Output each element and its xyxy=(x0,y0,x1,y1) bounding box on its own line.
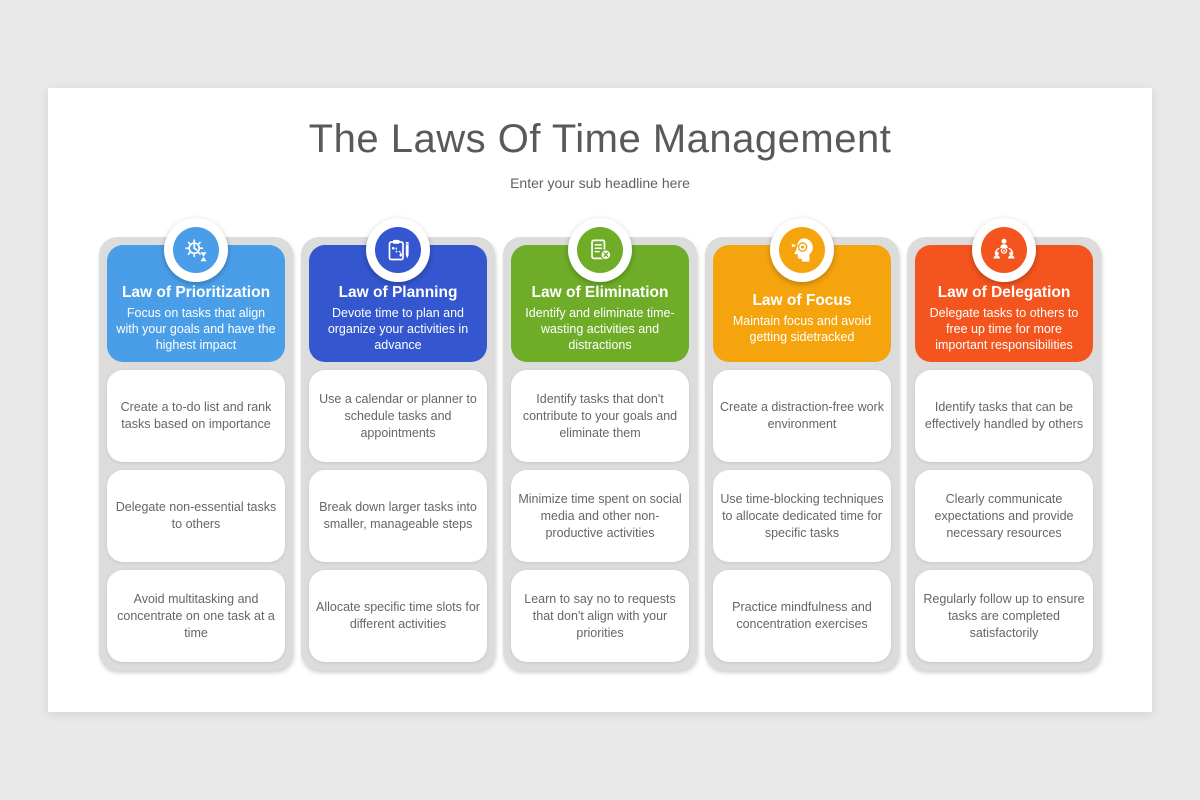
icon-badge xyxy=(366,218,430,282)
tip-card xyxy=(309,470,487,562)
column-panel xyxy=(99,237,293,670)
column-panel xyxy=(907,237,1101,670)
tip-text: Create a to-do list and rank tasks based on importance xyxy=(120,400,272,431)
tip-card xyxy=(713,570,891,662)
icon-badge xyxy=(972,218,1036,282)
law-description: Focus on tasks that align with your goals and have the highest impact xyxy=(116,306,276,352)
clipboard-plan-pencil-icon xyxy=(375,227,421,273)
tip-text: Allocate specific time slots for different activities xyxy=(316,600,480,631)
law-description: Maintain focus and avoid getting sidetracked xyxy=(732,314,872,344)
tip-card xyxy=(107,570,285,662)
tip-card xyxy=(915,470,1093,562)
tip-text: Regularly follow up to ensure tasks are completed satisfactorily xyxy=(923,591,1085,640)
column-panel xyxy=(301,237,495,670)
law-title: Law of Focus xyxy=(752,292,852,309)
law-columns-row xyxy=(48,218,1152,670)
tip-card xyxy=(309,370,487,462)
law-column-delegation xyxy=(907,218,1101,670)
tip-text: Break down larger tasks into smaller, manageable steps xyxy=(319,500,477,531)
tip-card xyxy=(915,570,1093,662)
tip-text: Learn to say no to requests that don't align with your priorities xyxy=(524,591,676,640)
icon-badge xyxy=(568,218,632,282)
law-column-planning xyxy=(301,218,495,670)
law-title: Law of Planning xyxy=(338,284,458,301)
law-column-focus xyxy=(705,218,899,670)
law-title: Law of Delegation xyxy=(937,284,1071,301)
page-subtitle: Enter your sub headline here xyxy=(510,175,690,191)
delegation-people-icon xyxy=(981,227,1027,273)
tip-text: Avoid multitasking and concentrate on one task at a time xyxy=(117,591,275,640)
tip-card xyxy=(915,370,1093,462)
tip-card xyxy=(511,570,689,662)
law-title: Law of Elimination xyxy=(531,284,669,301)
tip-card xyxy=(309,570,487,662)
column-panel xyxy=(503,237,697,670)
law-description: Devote time to plan and organize your activities in advance xyxy=(327,306,469,352)
page-title: The Laws Of Time Management xyxy=(308,117,892,161)
tip-text: Use time-blocking techniques to allocate dedicated time for specific tasks xyxy=(720,491,884,540)
tip-card xyxy=(511,470,689,562)
law-column-prioritization xyxy=(99,218,293,670)
tip-text: Use a calendar or planner to schedule tasks and appointments xyxy=(319,391,477,440)
law-description: Delegate tasks to others to free up time for more important responsibilities xyxy=(929,306,1079,352)
tip-text: Create a distraction-free work environment xyxy=(720,400,884,431)
tip-card xyxy=(107,470,285,562)
tip-text: Delegate non-essential tasks to others xyxy=(115,500,277,531)
law-title: Law of Prioritization xyxy=(121,284,271,301)
tip-text: Minimize time spent on social media and other non-productive activities xyxy=(518,491,682,540)
column-panel xyxy=(705,237,899,670)
slide-canvas xyxy=(48,88,1152,712)
tip-text: Identify tasks that don't contribute to your goals and eliminate them xyxy=(522,391,678,440)
icon-badge xyxy=(770,218,834,282)
tip-text: Practice mindfulness and concentration exercises xyxy=(732,600,872,631)
tip-text: Clearly communicate expectations and provide necessary resources xyxy=(934,491,1074,540)
tip-card xyxy=(713,370,891,462)
law-column-elimination xyxy=(503,218,697,670)
head-target-icon xyxy=(779,227,825,273)
law-description: Identify and eliminate time-wasting activities and distractions xyxy=(525,306,675,352)
icon-badge xyxy=(164,218,228,282)
gear-clock-hourglass-icon xyxy=(173,227,219,273)
tip-card xyxy=(511,370,689,462)
document-remove-icon xyxy=(577,227,623,273)
tip-card xyxy=(713,470,891,562)
tip-card xyxy=(107,370,285,462)
tip-text: Identify tasks that can be effectively handled by others xyxy=(924,400,1084,431)
